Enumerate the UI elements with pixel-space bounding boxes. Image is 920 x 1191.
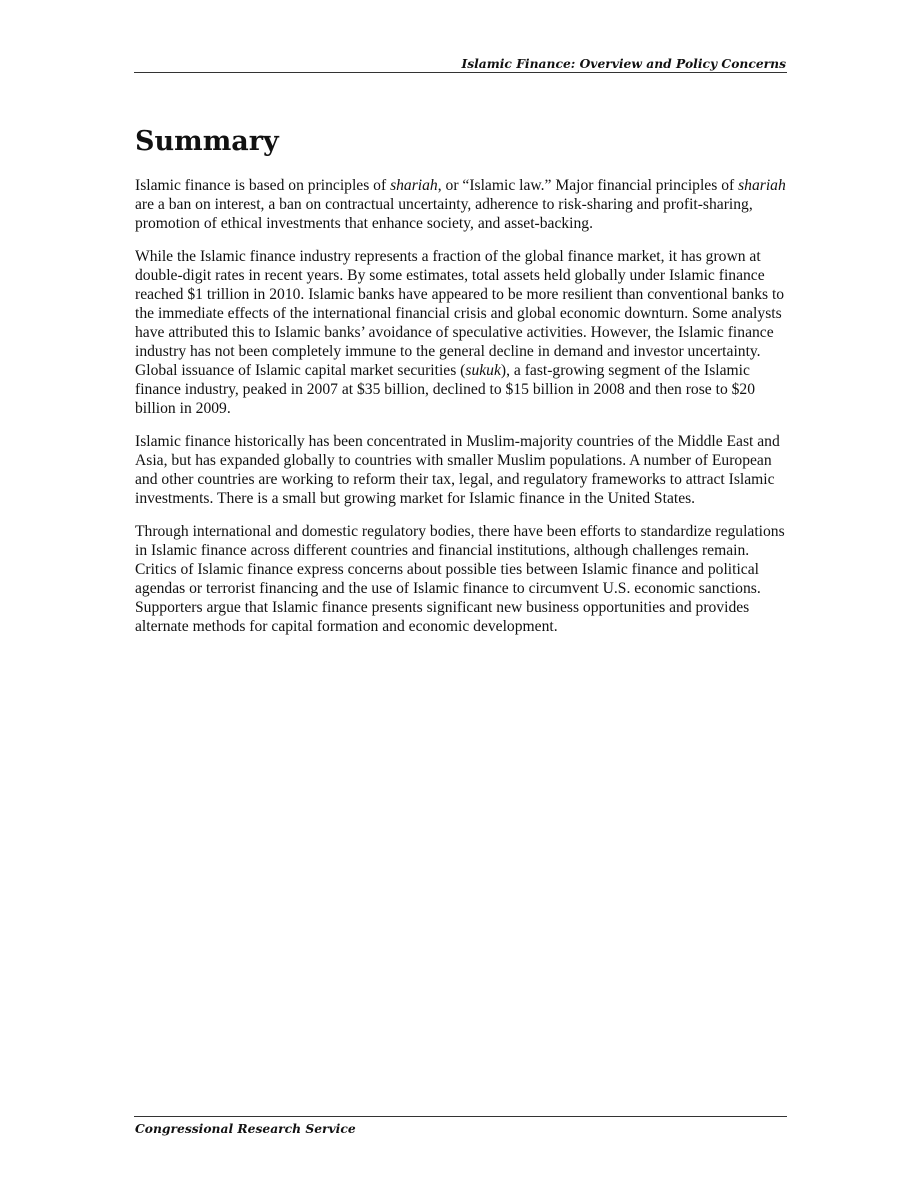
paragraph-2-text-c: ), a fast-growing segment of the Islamic finance industry, peaked in 2007 at $35 billion, declined to $15 billion in 2008 and then rose to $20 billion in 2009. — [135, 362, 756, 417]
summary-body — [135, 176, 787, 650]
paragraph-1-term-shariah: shariah — [390, 177, 438, 194]
running-footer: Congressional Research Service — [135, 1121, 356, 1136]
paragraph-2-text-a: While the Islamic finance industry represents a fraction of the global finance market, it has grown at double-digit rates in recent years. By some estimates, total assets held globally under Islamic finance reached $1 trillion in 2010. Islamic banks have appeared to be more resilient than conventional banks to the immediate effects of the international financial crisis and global economic downturn. Some analysts have attributed this to Islamic banks’ avoidance of speculative activities. However, the Islamic finance industry has not been completely immune to the general decline in demand and investor uncertainty. Global issuance of Islamic capital market securities ( — [135, 248, 785, 379]
paragraph-2-term-sukuk: sukuk — [465, 362, 501, 379]
paragraph-4: Through international and domestic regulatory bodies, there have been efforts to standardize regulations in Islamic finance across different countries and financial institutions, although challenges remain. Critics of Islamic finance express concerns about possible ties between Islamic finance and political agendas or terrorist financing and the use of Islamic finance to circumvent U.S. economic sanctions. Supporters argue that Islamic finance presents significant new business opportunities and provides alternate methods for capital formation and economic development. — [135, 523, 785, 635]
paragraph-1-text-a: Islamic finance is based on principles of — [135, 177, 391, 194]
paragraph-1-text-c: , or “Islamic law.” Major financial principles of — [437, 177, 739, 194]
footer-divider — [134, 1116, 787, 1117]
paragraph-1 — [135, 176, 787, 233]
paragraph-1-text-e: are a ban on interest, a ban on contractual uncertainty, adherence to risk-sharing and profit-sharing, promotion of ethical investments that enhance society, and asset-backing. — [135, 196, 753, 232]
paragraph-3: Islamic finance historically has been concentrated in Muslim-majority countries of the Middle East and Asia, but has expanded globally to countries with smaller Muslim populations. A number of European and other countries are working to reform their tax, legal, and regulatory frameworks to attract Islamic investments. There is a small but growing market for Islamic finance in the United States. — [135, 433, 780, 507]
page-title: Summary — [135, 126, 279, 157]
paragraph-2 — [135, 247, 787, 418]
paragraph-1-term-shariah-2: shariah — [738, 177, 786, 194]
running-header: Islamic Finance: Overview and Policy Concerns — [461, 56, 786, 71]
header-divider — [134, 72, 787, 73]
